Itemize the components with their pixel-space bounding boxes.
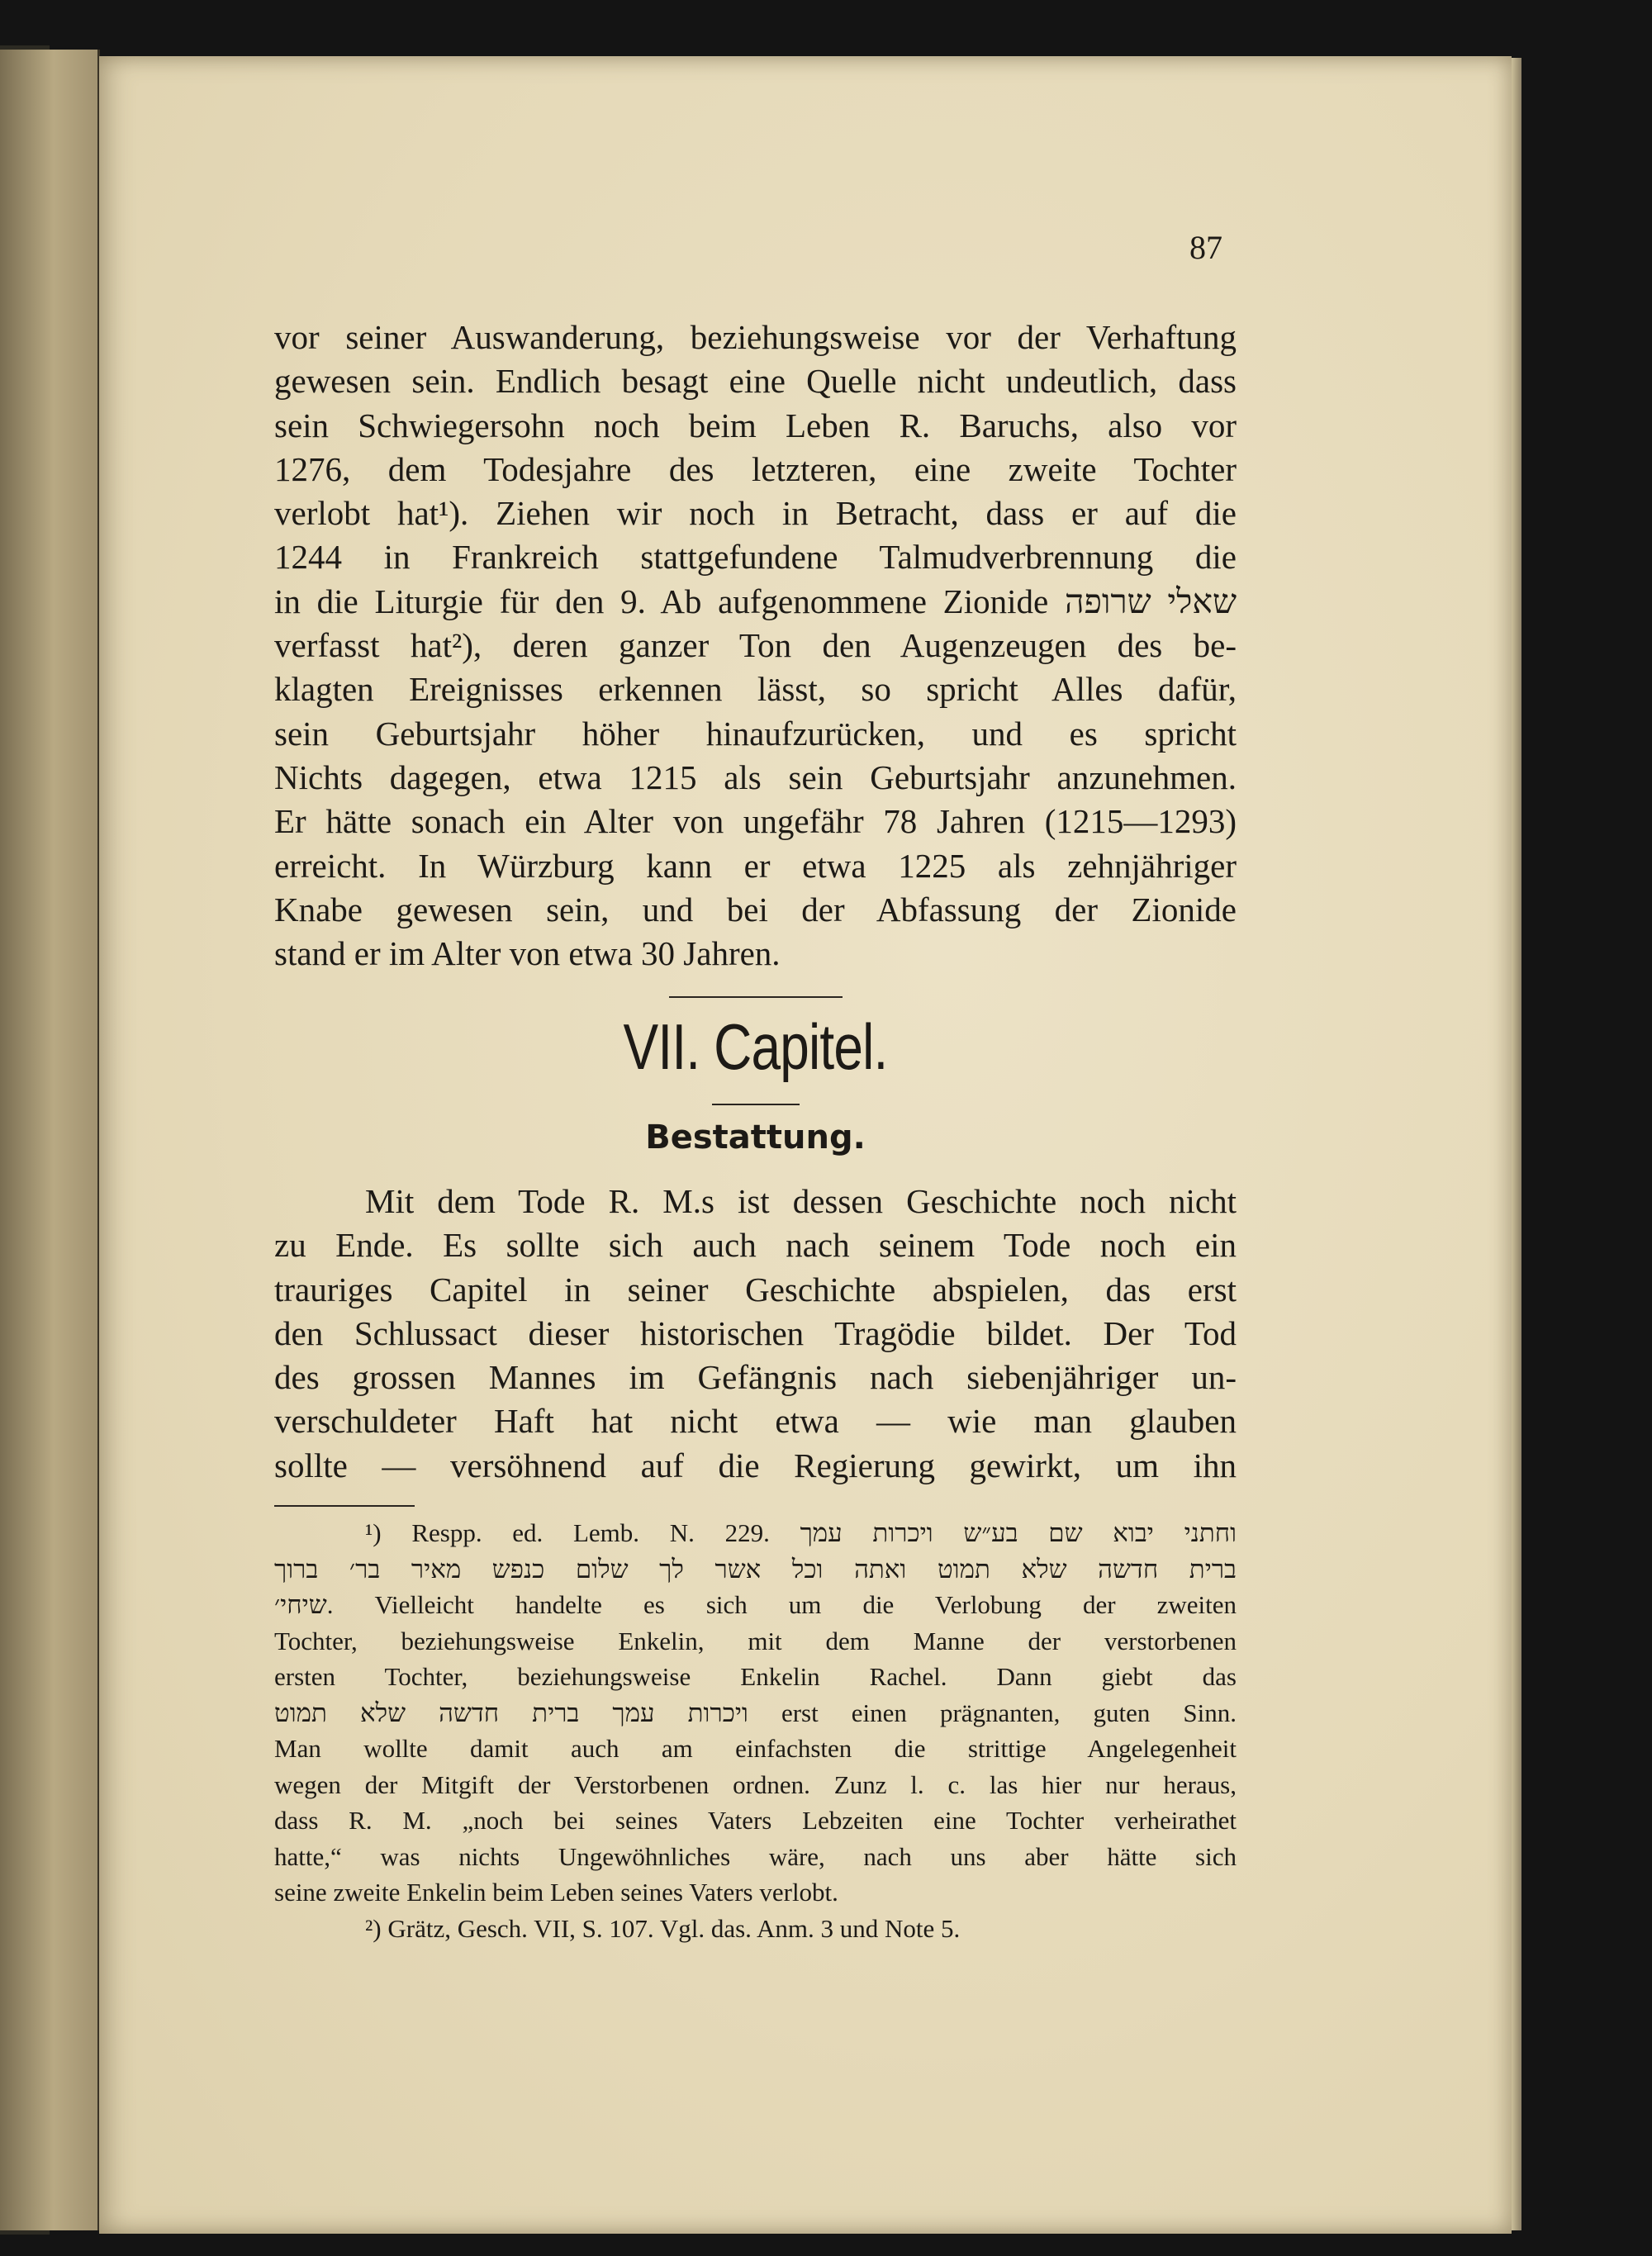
text-line: sollte — versöhnend auf die Regierung gewirkt, um ihn bbox=[274, 1446, 1237, 1484]
facing-page-edge bbox=[0, 50, 100, 2230]
text-line: des grossen Mannes im Gefängnis nach siebenjähriger un- bbox=[274, 1358, 1237, 1397]
text-line: sein Schwiegersohn noch beim Leben R. Baruchs, also vor bbox=[274, 406, 1237, 444]
footnote-2: ²) Grätz, Gesch. VII, S. 107. Vgl. das. Anm. 3 und Note 5. bbox=[365, 1913, 961, 1943]
footnote-line: ויכרות עמך ברית חדשה שלא תמוט erst einen prägnanten, guten Sinn. bbox=[274, 1698, 1237, 1727]
footnote-line: wegen der Mitgift der Verstorbenen ordnen. Zunz l. c. las hier nur heraus, bbox=[274, 1769, 1237, 1799]
footnote-line: hatte,“ was nichts Ungewöhnliches wäre, nach uns aber hätte sich bbox=[274, 1841, 1237, 1871]
text-line: 1244 in Frankreich stattgefundene Talmudverbrennung die bbox=[274, 538, 1237, 577]
page-number: 87 bbox=[1189, 229, 1222, 266]
footnotes bbox=[274, 1515, 1237, 1946]
text-line: zu Ende. Es sollte sich auch nach seinem Tode noch ein bbox=[274, 1226, 1237, 1265]
text-line: erreicht. In Würzburg kann er etwa 1225 als zehnjähriger bbox=[274, 846, 1237, 885]
footnote-line: dass R. M. „noch bei seines Vaters Lebzeiten eine Tochter verheirathet bbox=[274, 1806, 1237, 1835]
text-line: Er hätte sonach ein Alter von ungefähr 78 Jahren (1215—1293) bbox=[274, 802, 1237, 841]
footnote-line: ersten Tochter, beziehungsweise Enkelin Rachel. Dann giebt das bbox=[274, 1662, 1237, 1691]
section-title: Bestattung. bbox=[645, 1119, 866, 1156]
chapter-divider-top bbox=[669, 996, 843, 998]
text-line: Nichts dagegen, etwa 1215 als sein Geburtsjahr anzunehmen. bbox=[274, 758, 1237, 796]
text-line: trauriges Capitel in seiner Geschichte abspielen, das erst bbox=[274, 1270, 1237, 1308]
text-line: in die Liturgie für den 9. Ab aufgenommene Zionide שאלי שרופה bbox=[274, 582, 1237, 620]
text-line: verschuldeter Haft hat nicht etwa — wie man glauben bbox=[274, 1402, 1237, 1441]
chapter-divider-bottom bbox=[712, 1104, 800, 1105]
page-edge-shadow bbox=[1512, 58, 1521, 2230]
text-line: Knabe gewesen sein, und bei der Abfassung der Zionide bbox=[274, 890, 1237, 929]
footnote-line: seine zweite Enkelin beim Leben seines Vaters verlobt. bbox=[274, 1878, 838, 1907]
footnote-line: ברית חדשה שלא תמוט ואתה וכל אשר לך שלום כנפש מאיר בר׳ ברוך bbox=[274, 1554, 1237, 1584]
text-line: Mit dem Tode R. M.s ist dessen Geschichte noch nicht bbox=[365, 1182, 1237, 1220]
text-line: gewesen sein. Endlich besagt eine Quelle nicht undeutlich, dass bbox=[274, 362, 1237, 401]
chapter-title: VII. Capitel. bbox=[623, 1010, 888, 1083]
text-line: sein Geburtsjahr höher hinaufzurücken, und es spricht bbox=[274, 714, 1237, 753]
text-line: verfasst hat²), deren ganzer Ton den Augenzeugen des be- bbox=[274, 626, 1237, 665]
paragraph-1 bbox=[274, 316, 1237, 976]
paragraph-2 bbox=[274, 1180, 1237, 1488]
text-line: verlobt hat¹). Ziehen wir noch in Betracht, dass er auf die bbox=[274, 494, 1237, 533]
footnote-line: ¹) Respp. ed. Lemb. N. 229. וחתני יבוא שם בע״ש ויכרות עמך bbox=[365, 1518, 1237, 1547]
text-line: stand er im Alter von etwa 30 Jahren. bbox=[274, 934, 781, 973]
text-line: 1276, dem Todesjahre des letzteren, eine zweite Tochter bbox=[274, 449, 1237, 488]
footnote-line: Tochter, beziehungsweise Enkelin, mit dem Manne der verstorbenen bbox=[274, 1626, 1237, 1655]
text-line: klagten Ereignisses erkennen lässt, so spricht Alles dafür, bbox=[274, 670, 1237, 709]
footnote-line: שיחי׳. Vielleicht handelte es sich um die Verlobung der zweiten bbox=[274, 1590, 1237, 1619]
footnote-divider bbox=[274, 1505, 415, 1507]
text-line: vor seiner Auswanderung, beziehungsweise vor der Verhaftung bbox=[274, 318, 1237, 356]
text-line: den Schlussact dieser historischen Tragödie bildet. Der Tod bbox=[274, 1313, 1237, 1352]
footnote-line: Man wollte damit auch am einfachsten die strittige Angelegenheit bbox=[274, 1734, 1237, 1763]
